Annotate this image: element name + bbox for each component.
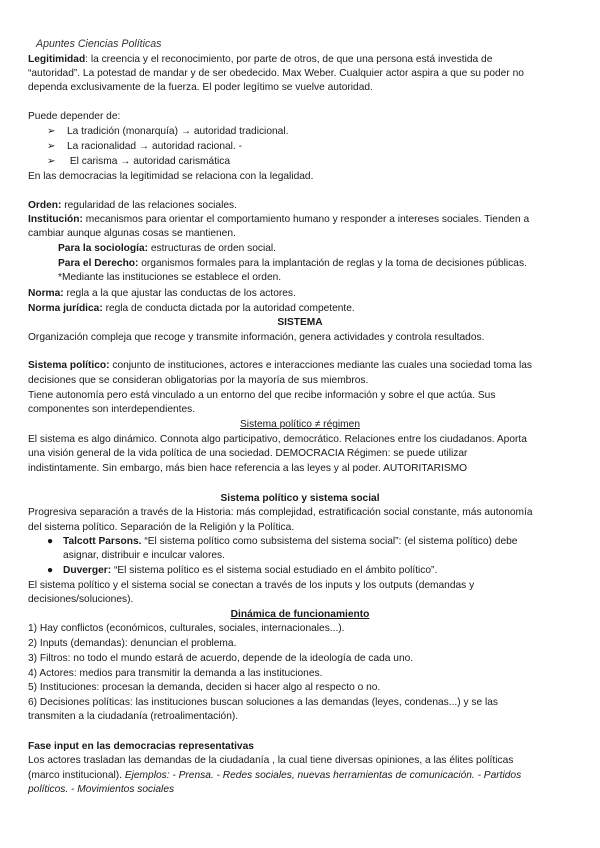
legitimidad-line-3: dependa exclusivamente de la fuerza. El poder legítimo se vuelve autoridad. (28, 82, 373, 93)
fase-input-line-3: políticos. - Movimientos sociales (28, 784, 175, 795)
list-item: 4) Actores: medios para transmitir la demanda a las instituciones. (28, 668, 323, 679)
list-item: 3) Filtros: no todo el mundo estará de acuerdo, depende de la ideología de cada uno. (28, 653, 414, 664)
talcott-line-2: asignar, distribuir e inculcar valores. (63, 550, 225, 561)
list-item: 2) Inputs (demandas): denuncian el problema. (28, 638, 237, 649)
legitimidad-term: Legitimidad (28, 54, 86, 65)
sistema-politico-line-2: decisiones que se consideran obligatorias por la mayoría de sus miembros. (28, 375, 369, 386)
norma-juridica-definition: Norma jurídica: regla de conducta dictada por la autoridad competente. (28, 303, 355, 314)
depende-intro: Puede depender de: (28, 111, 121, 122)
sistema-social-heading: Sistema político y sistema social (220, 493, 380, 504)
dinamica-heading: Dinámica de funcionamiento (230, 609, 370, 620)
list-item: 6) Decisiones políticas: las instituciones buscan soluciones a las demandas (leyes, condenas...) y se las (28, 697, 498, 708)
regimen-line-2: una visión general de la vida política de una sociedad. DEMOCRACIA Régimen: se puede utilizar (28, 448, 468, 459)
fase-input-heading: Fase input en las democracias representativas (28, 741, 254, 752)
norma-definition: Norma: regla a la que ajustar las conductas de los actores. (28, 288, 296, 299)
institucion-line-1: Institución: mecanismos para orientar el comportamiento humano y responder a intereses sociales. Tienden a (28, 214, 530, 225)
dot-bullet-icon: ● (47, 565, 54, 576)
list-item: 1) Hay conflictos (económicos, culturales, sociales, internacionales...). (28, 623, 345, 634)
institucion-line-2: cambiar aunque algunas cosas se mantienen. (28, 228, 236, 239)
sistema-politico-line-3: Tiene autonomía pero está vinculado a un entorno del que recibe información y sobre el que actúa. Sus (28, 390, 496, 401)
list-item: transmiten a la ciudadanía (retroalimentación). (28, 711, 239, 722)
dot-bullet-icon: ● (47, 536, 54, 547)
legitimidad-line-1: Legitimidad: la creencia y el reconocimiento, por parte de otros, de que una persona está investida de (28, 54, 493, 65)
sistema-social-closing-1: El sistema político y el sistema social se conectan a través de los inputs y los outputs (demandas y (28, 580, 475, 591)
institucion-note: *Mediante las instituciones se establece el orden. (58, 272, 282, 283)
list-item: ● Duverger: “El sistema político es el sistema social estudiado en el ámbito político”. (47, 565, 438, 576)
list-item: 5) Instituciones: procesan la demanda, deciden si hacer algo al respecto o no. (28, 682, 381, 693)
sistema-politico-line-4: componentes son interdependientes. (28, 404, 196, 415)
orden-definition: Orden: regularidad de las relaciones sociales. (28, 200, 237, 211)
sistema-politico-line-1: Sistema político: conjunto de instituciones, actores e interacciones mediante las cuales una sociedad toma las (28, 360, 532, 371)
document-title: Apuntes Ciencias Políticas (36, 38, 162, 50)
list-item: ➢ La racionalidad → autoridad racional. - (47, 141, 242, 152)
sistema-social-line-1: Progresiva separación a través de la Historia: más complejidad, estratificación social constante, más autonomía (28, 507, 533, 518)
list-item: ➢ El carisma → autoridad carismática (47, 156, 231, 167)
arrow-bullet-icon: ➢ (47, 156, 56, 167)
sistema-definition: Organización compleja que recoge y transmite información, genera actividades y controla resultados. (28, 332, 485, 343)
fase-input-line-2: (marco institucional). Ejemplos: - Prensa. - Redes sociales, nuevas herramientas de comunicación. - Partidos (28, 770, 522, 781)
fase-input-line-1: Los actores trasladan las demandas de la ciudadanía , la cual tiene diversas opiniones, a las élites políticas (28, 755, 514, 766)
arrow-bullet-icon: ➢ (47, 141, 56, 152)
sistema-heading: SISTEMA (277, 317, 323, 328)
list-item: ● Talcott Parsons. “El sistema político como subsistema del sistema social”: (el sistema político) debe (47, 536, 518, 547)
list-item: ➢ La tradición (monarquía) → autoridad tradicional. (47, 126, 289, 137)
regimen-heading: Sistema político ≠ régimen (240, 419, 360, 430)
sistema-social-closing-2: decisiones/soluciones). (28, 594, 134, 605)
institucion-sociologia: Para la sociología: estructuras de orden social. (58, 243, 277, 254)
institucion-derecho: Para el Derecho: organismos formales para la implantación de reglas y la toma de decisiones públicas. (58, 258, 527, 269)
legitimidad-line-2: “autoridad”. La potestad de mandar y de ser obedecido. Max Weber. Cualquier actor aspira a que su poder no (28, 68, 524, 79)
sistema-social-line-2: del sistema político. Separación de la Religión y la Política. (28, 522, 295, 533)
depende-closing: En las democracias la legitimidad se relaciona con la legalidad. (28, 171, 314, 182)
arrow-bullet-icon: ➢ (47, 126, 56, 137)
regimen-line-3: indistintamente. Sin embargo, más bien hace referencia a las leyes y al poder. AUTORITARISMO (28, 463, 468, 474)
regimen-line-1: El sistema es algo dinámico. Connota algo participativo, democrático. Relaciones entre los ciudadanos. Aporta (28, 434, 527, 445)
